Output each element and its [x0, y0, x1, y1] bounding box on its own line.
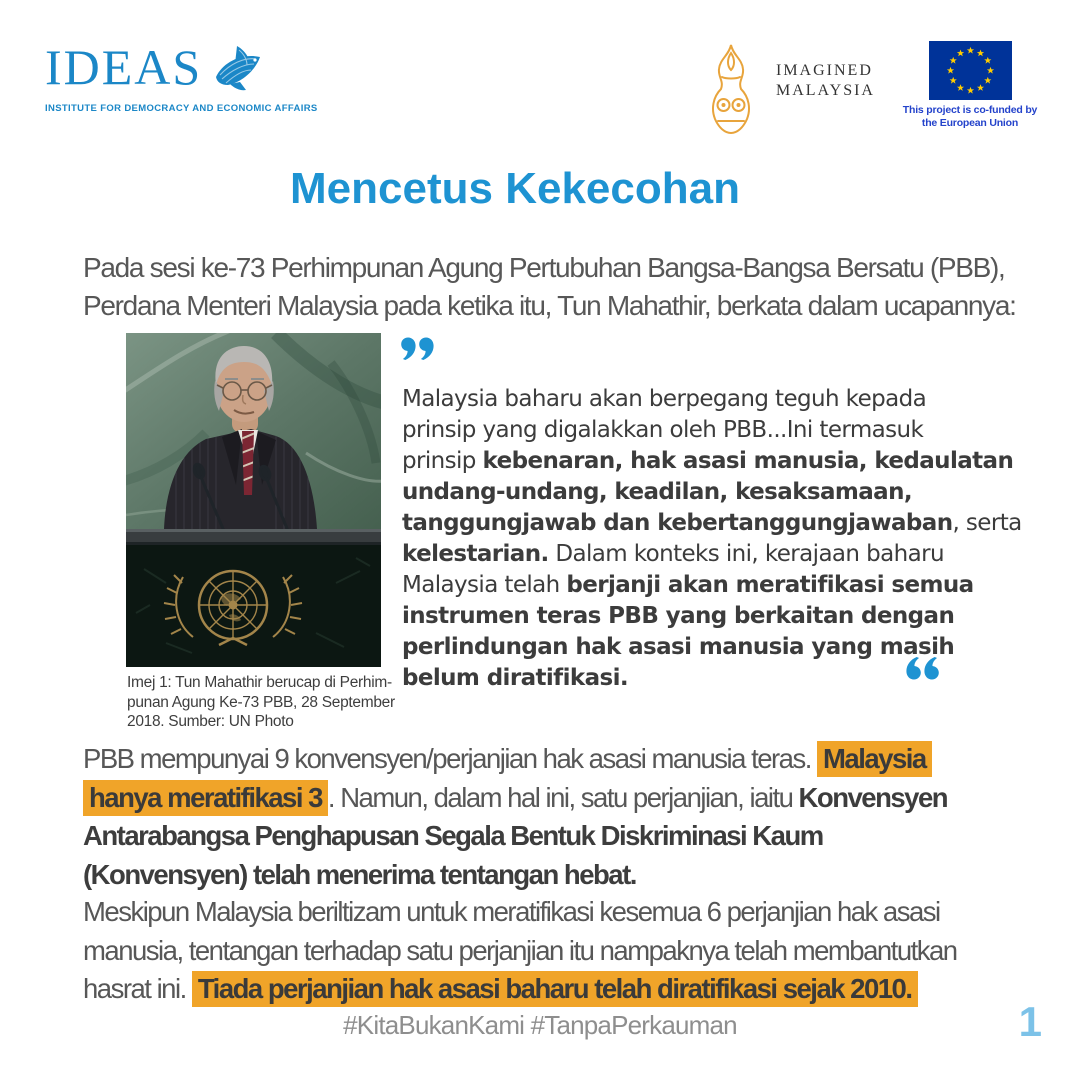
paragraph-ratification: Meskipun Malaysia beriltizam untuk meratifikasi kesemua 6 perjanjian hak asasi manusia, tentangan terhadap satu perjanjian itu nampaknya telah membantutkan hasrat ini. Tiada perjanjian hak asasi baharu telah diratifikasi sejak 2010. [83, 893, 957, 1009]
page-number: 1 [1018, 998, 1042, 1045]
eu-flag-icon [896, 41, 1044, 100]
imagined-malaysia-logo [708, 43, 875, 140]
eu-funding-block [896, 41, 1044, 130]
intro-paragraph: Pada sesi ke-73 Perhimpunan Agung Pertubuhan Bangsa-Bangsa Bersatu (PBB), Perdana Menteri Malaysia pada ketika itu, Tun Mahathir, berkata dalam ucapannya: [83, 252, 1016, 321]
wayang-gunungan-icon [708, 43, 754, 140]
ideas-subtitle: INSTITUTE FOR DEMOCRACY AND ECONOMIC AFFAIRS [45, 103, 318, 114]
dove-icon [210, 44, 264, 99]
imagined-malaysia-line2: MALAYSIA [776, 82, 875, 99]
eu-caption-line2: the European Union [921, 117, 1019, 129]
photo-caption: Imej 1: Tun Mahathir berucap di Perhim- punan Agung Ke-73 PBB, 28 September 2018. Sumber: UN Photo [127, 674, 395, 730]
mahathir-quote: Malaysia baharu akan berpegang teguh kepada prinsip yang digalakkan oleh PBB...Ini termasuk prinsip kebenaran, hak asasi manusia, kedaulatan undang-undang, keadilan, kesaksamaan, tanggungjawab dan kebertanggungjawaban, serta kelestarian. Dalam konteks ini, kerajaan baharu Malaysia telah berjanji akan meratifikasi semua instrumen teras PBB yang berkaitan dengan perlindungan hak asasi manusia yang masih belum diratifikasi. [402, 386, 1022, 691]
paragraph-conventions: PBB mempunyai 9 konvensyen/perjanjian hak asasi manusia teras. Malaysia hanya meratifikasi 3 . Namun, dalam hal ini, satu perjanjian, iaitu Konvensyen Antarabangsa Penghapusan Segala Bentuk Diskriminasi Kaum (Konvensyen) telah menerima tentangan hebat. [83, 743, 948, 890]
un-speech-photo [126, 333, 381, 667]
ideas-wordmark: IDEAS [45, 39, 203, 95]
footer-hashtags: #KitaBukanKami #TanpaPerkauman [343, 1010, 737, 1040]
page-title: Mencetus Kekecohan [290, 164, 740, 213]
ideas-logo [45, 39, 318, 114]
imagined-malaysia-line1: IMAGINED [776, 62, 873, 79]
quote-open-icon [400, 336, 434, 365]
eu-caption-line1: This project is co-funded by [902, 104, 1038, 116]
